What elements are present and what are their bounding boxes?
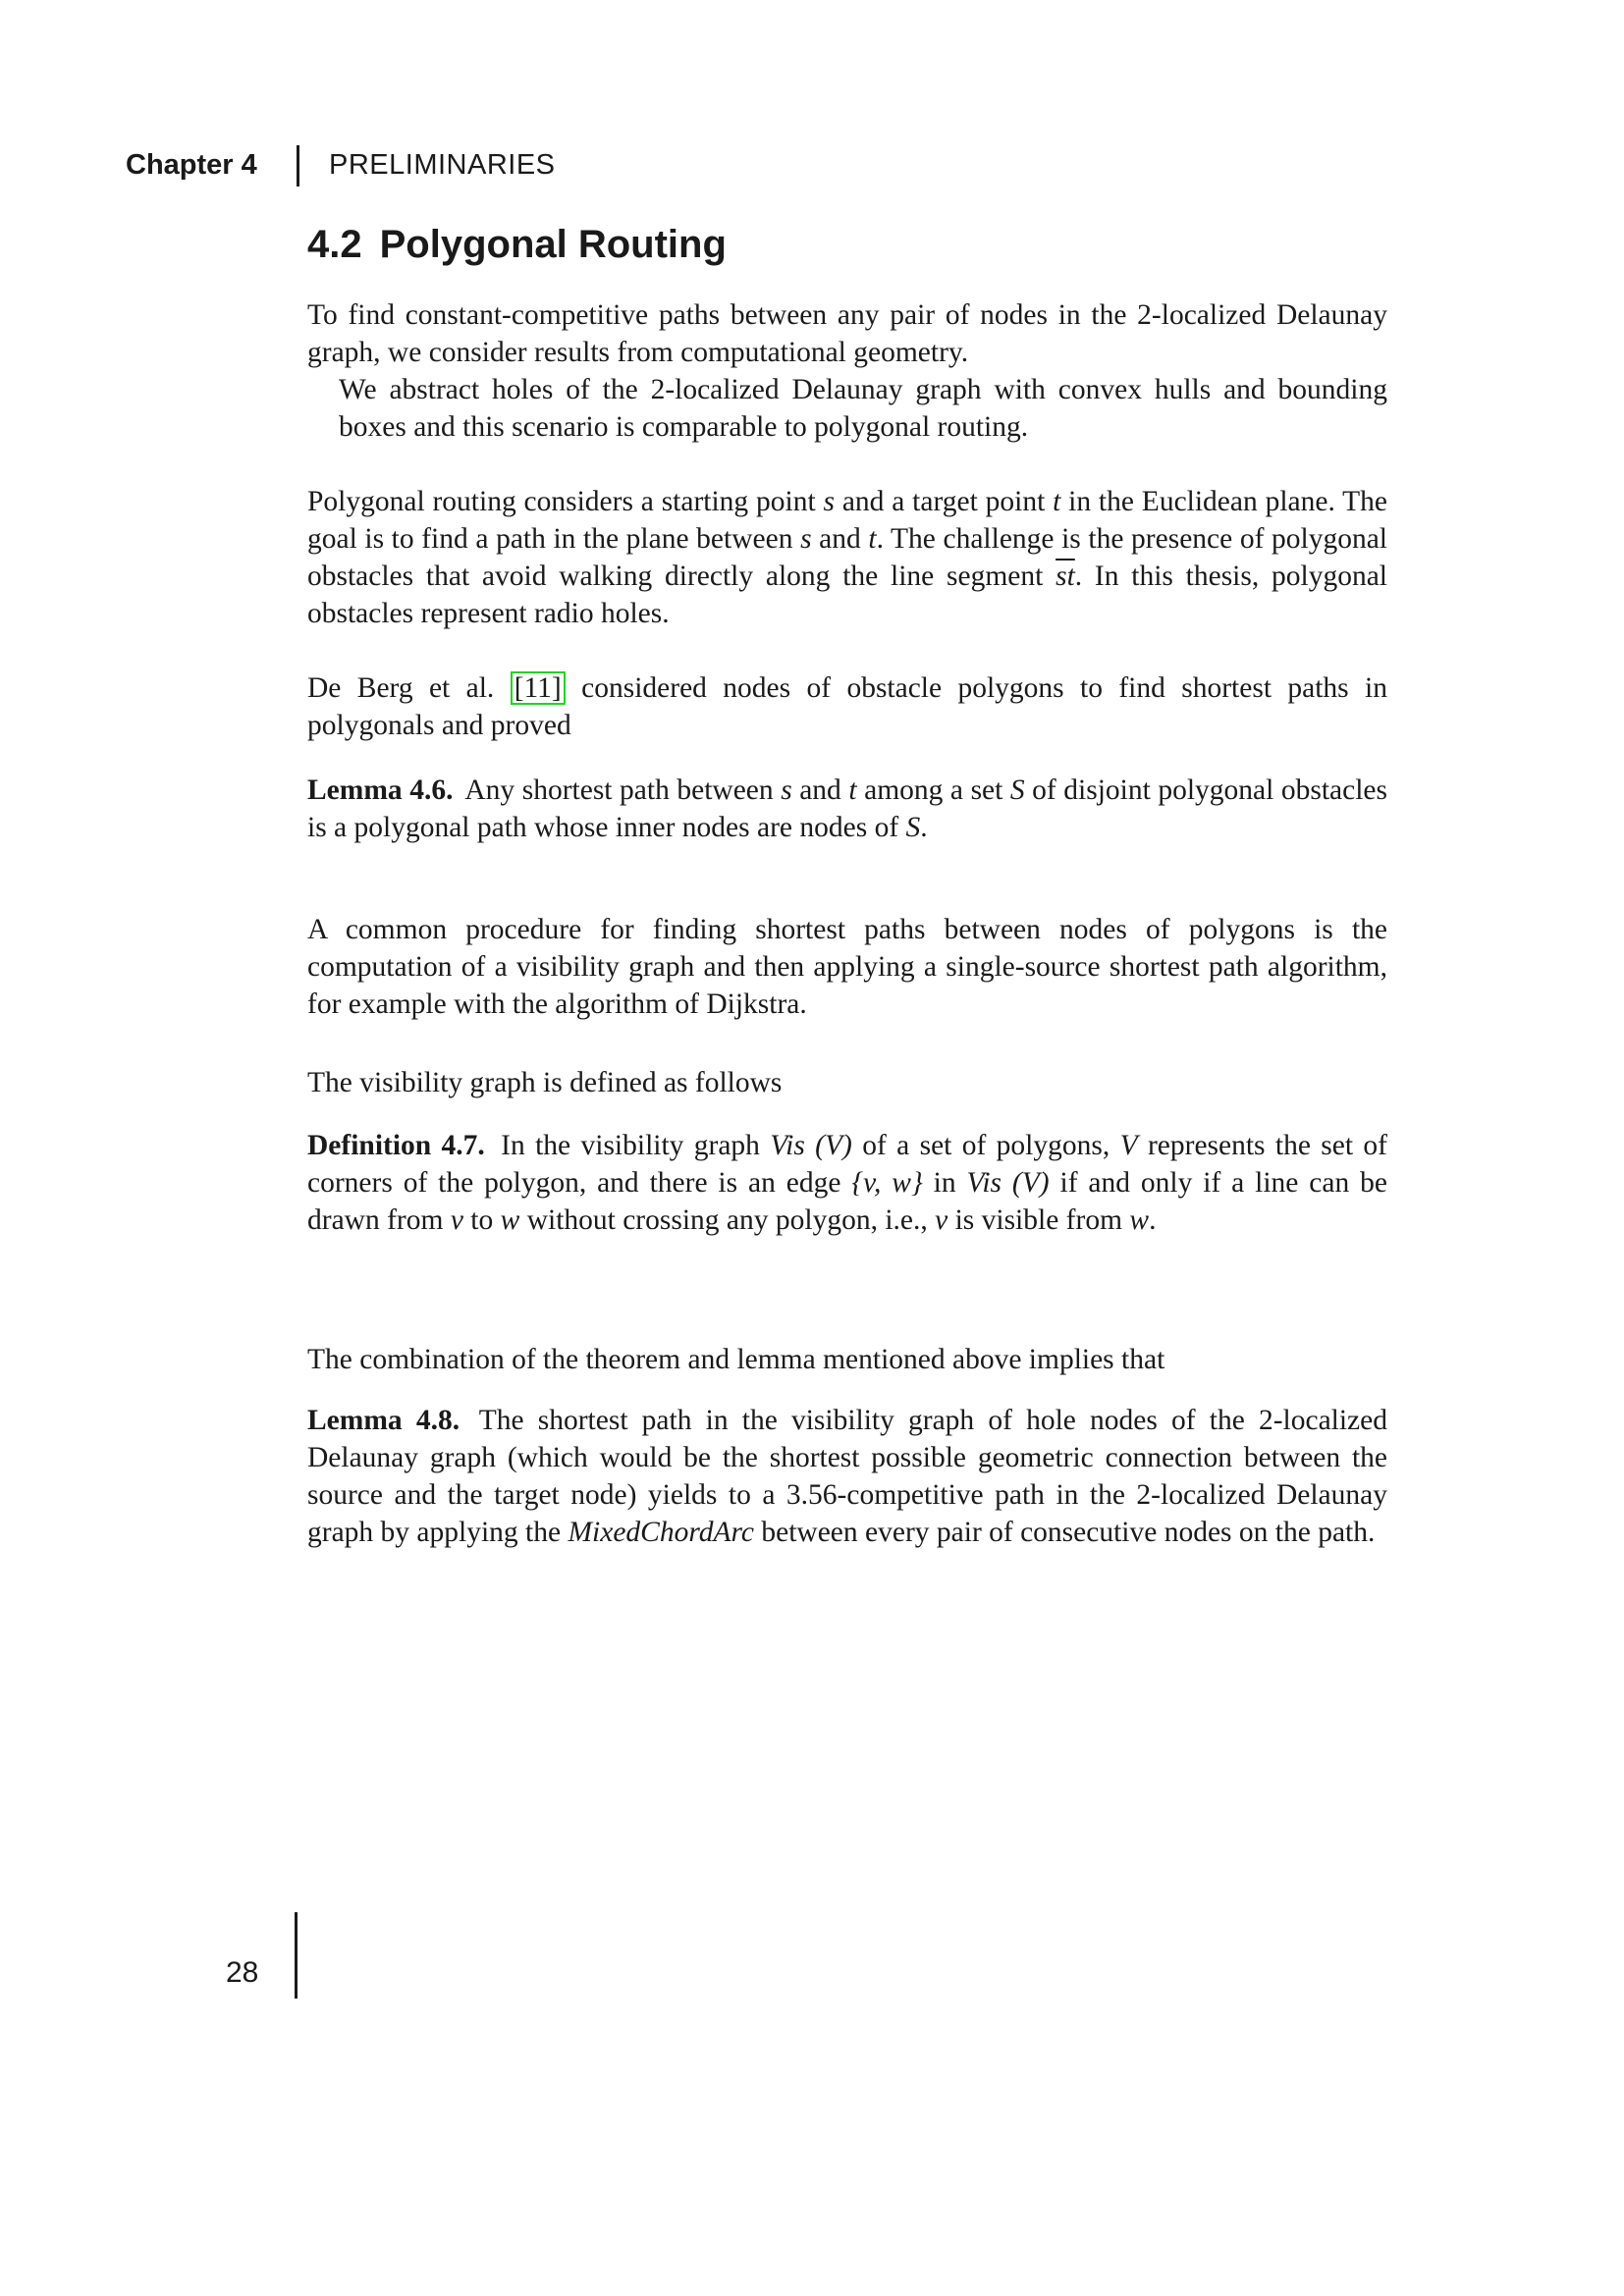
text-fragment: if and only if a line can be drawn from [307,1167,1387,1236]
lemma-4-6 [307,772,1387,846]
header-rule [297,145,299,187]
math-t: t [848,774,857,806]
citation-link[interactable]: [11] [511,671,566,705]
math-V: V [1119,1130,1138,1161]
paragraph-visibility-intro [307,1064,1387,1101]
text-fragment: among a set [856,774,1010,806]
running-head [0,145,1624,188]
paragraph-intro [307,296,1387,446]
math-segment-st: $\overline{st}$ [1056,561,1075,592]
text-fragment: . In this thesis, polygonal obstacles represent radio holes. [307,561,1387,629]
math-t: t [868,523,877,555]
footer-rule [295,1912,298,1999]
text-fragment: The shortest path in the visibility graph of hole nodes of the 2-localized Delaunay graph (which would be the shortest possible geometric connection between the source and the target node) yields to a 3.56-competitive path in the 2-localized Delaunay graph by applying the [307,1405,1387,1548]
math-mixed-chord-arc: MixedChordArc [568,1517,754,1548]
paragraph-polygonal-routing [307,483,1387,632]
text-fragment: and [791,774,849,806]
text-fragment: in [922,1167,967,1199]
lemma-label: Lemma 4.8. [307,1405,460,1436]
text-fragment: Any shortest path between [459,774,782,806]
paragraph-abstraction-text: We abstract holes of the 2-localized Delaunay graph with convex hulls and bounding boxes and this scenario is comparable to polygonal routing. [339,374,1387,443]
math-S: S [905,812,921,843]
text-fragment: . [920,812,928,843]
chapter-label: Chapter 4 [126,149,257,181]
text-fragment: . The challenge is the presence of polygonal obstacles that avoid walking directly along the line segment [307,523,1387,592]
text-fragment: and [811,523,869,555]
definition-4-7 [307,1127,1387,1239]
text-fragment: and a target point [834,486,1054,517]
section-title-text: Polygonal Routing [379,223,727,266]
text-fragment: between every pair of consecutive nodes on the path. [753,1517,1376,1548]
paragraph-combination-text: The combination of the theorem and lemma mentioned above implies that [307,1344,1165,1375]
math-w: w [500,1204,520,1236]
math-edge: {v, w} [851,1167,923,1199]
text-fragment: without crossing any polygon, i.e., [519,1204,936,1236]
text-fragment: considered nodes of obstacle polygons to find shortest paths in polygonals and proved [307,672,1387,741]
text-fragment: of disjoint polygonal obstacles is a polygonal path whose inner nodes are nodes of [307,774,1388,843]
math-v: v [450,1204,463,1236]
text-fragment: . [1149,1204,1157,1236]
section-heading [307,220,727,269]
math-vis-v: Vis (V) [966,1167,1050,1199]
text-fragment: in the Euclidean plane. The goal is to find a path in the plane between [307,486,1387,555]
text-fragment: De Berg et al. [307,672,511,704]
chapter-title: PRELIMINARIES [329,149,556,181]
definition-label: Definition 4.7. [307,1130,485,1161]
paragraph-combination [307,1341,1387,1378]
text-fragment: represents the set of corners of the polygon, and there is an edge [307,1130,1387,1199]
paragraph-intro-text: To find constant-competitive paths between any pair of nodes in the 2-localized Delaunay graph, we consider results from computational geometry. [307,299,1387,368]
paragraph-procedure [307,911,1387,1023]
section-number: 4.2 [307,223,362,266]
math-s: s [781,774,792,806]
math-vis-v: Vis (V) [770,1130,852,1161]
math-S: S [1009,774,1025,806]
lemma-label: Lemma 4.6. [307,774,454,806]
text-fragment: In the visibility graph [490,1130,771,1161]
text-fragment: to [462,1204,501,1236]
page-number: 28 [226,1956,259,1989]
paragraph-visibility-intro-text: The visibility graph is defined as follows [307,1067,783,1098]
math-t: t [1053,486,1061,517]
math-s: s [823,486,835,517]
paragraph-de-berg [307,669,1387,744]
math-s: s [800,523,812,555]
text-fragment: is visible from [947,1204,1130,1236]
math-v: v [935,1204,948,1236]
text-fragment: Polygonal routing considers a starting point [307,486,824,517]
math-w: w [1129,1204,1150,1236]
paragraph-procedure-text: A common procedure for finding shortest paths between nodes of polygons is the computation of a visibility graph and then applying a single-source shortest path algorithm, for example with the algorithm of Dijkstra. [307,914,1387,1020]
text-fragment: of a set of polygons, [851,1130,1120,1161]
lemma-4-8 [307,1402,1387,1551]
